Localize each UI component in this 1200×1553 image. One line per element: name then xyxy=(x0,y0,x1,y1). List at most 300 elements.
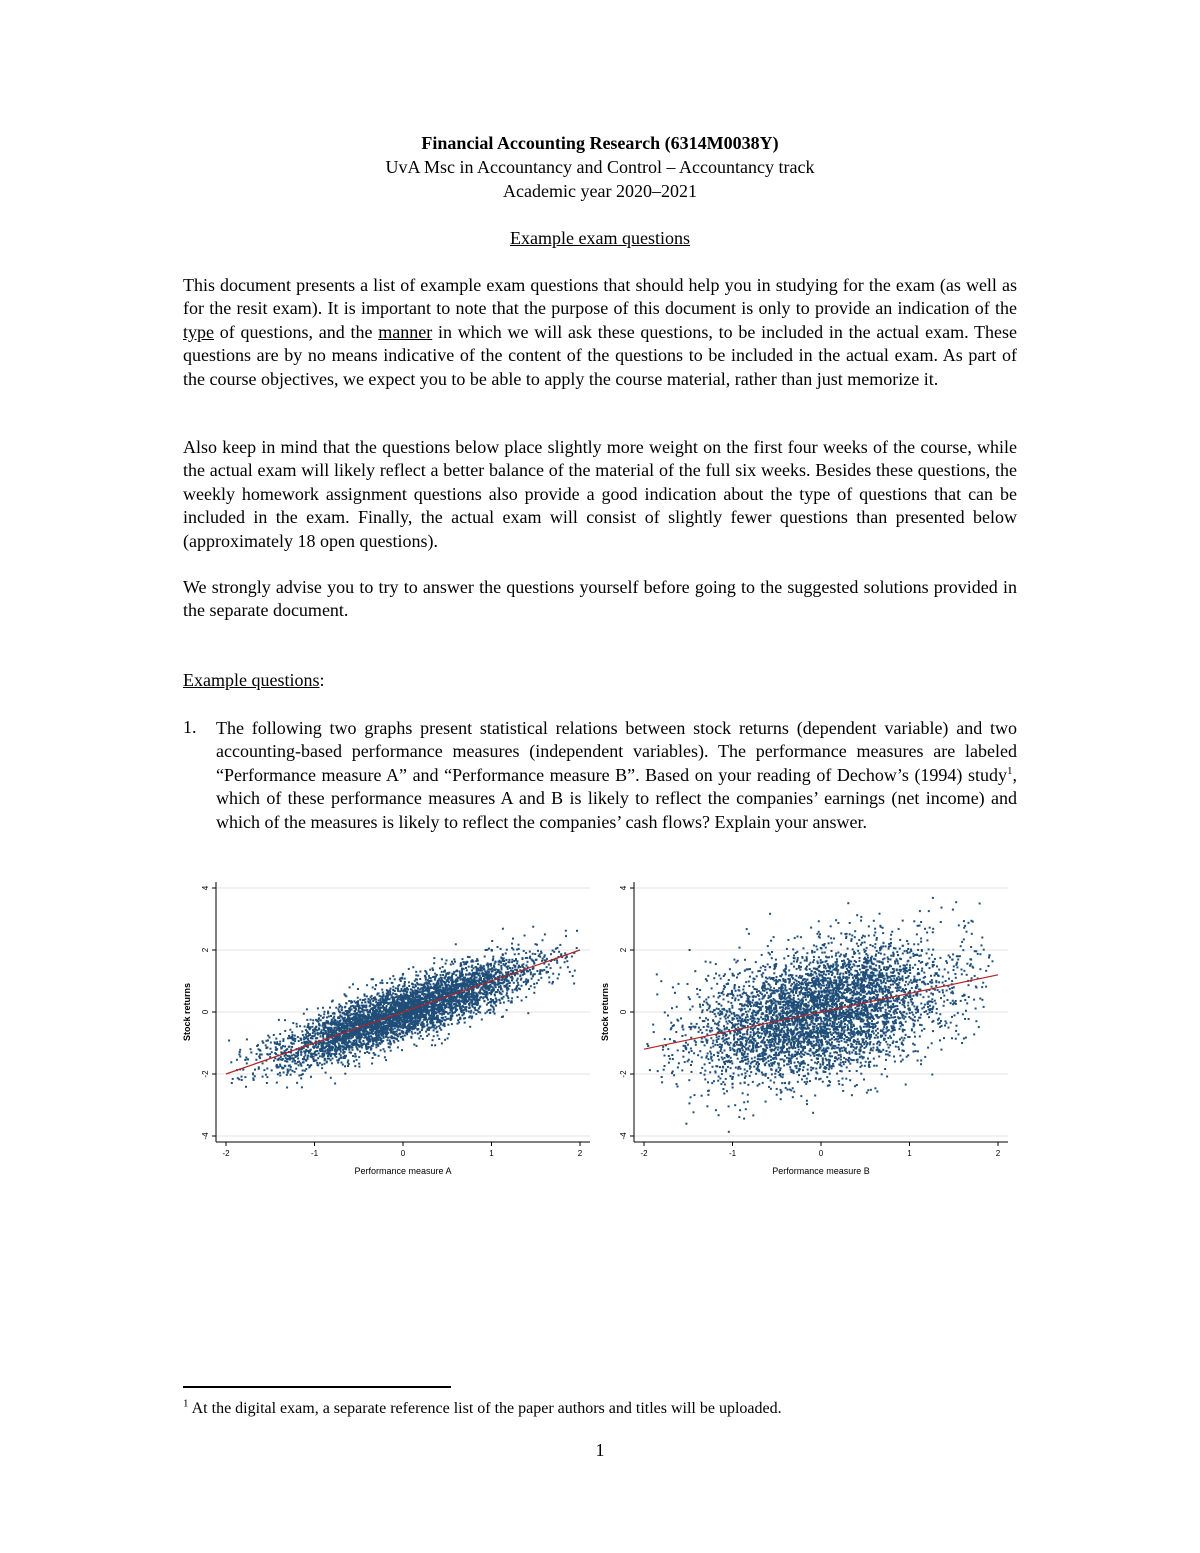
scatter-point xyxy=(307,1064,309,1066)
scatter-point xyxy=(312,1022,314,1024)
scatter-point xyxy=(525,996,527,998)
scatter-point xyxy=(347,1060,349,1062)
scatter-point xyxy=(453,958,455,960)
scatter-point xyxy=(307,1038,309,1040)
scatter-point xyxy=(435,1028,437,1030)
scatter-point xyxy=(470,1012,472,1014)
scatter-point xyxy=(524,935,526,937)
scatter-point xyxy=(351,1001,353,1003)
scatter-point xyxy=(442,987,444,989)
scatter-point xyxy=(468,980,470,982)
scatter-point xyxy=(347,1037,349,1039)
scatter-point xyxy=(406,1028,408,1030)
scatter-point xyxy=(285,1054,287,1056)
scatter-point xyxy=(334,1020,336,1022)
scatter-point xyxy=(564,961,566,963)
scatter-point xyxy=(417,1020,419,1022)
scatter-point xyxy=(488,948,490,950)
scatter-point xyxy=(372,1028,374,1030)
scatter-point xyxy=(485,973,487,975)
scatter-point xyxy=(537,950,539,952)
scatter-point xyxy=(560,967,562,969)
scatter-point xyxy=(471,1017,473,1019)
scatter-point xyxy=(511,978,513,980)
scatter-point xyxy=(424,975,426,977)
scatter-point xyxy=(402,1039,404,1041)
course-title: Financial Accounting Research (6314M0038Y) xyxy=(421,133,779,153)
scatter-point xyxy=(344,1014,346,1016)
scatter-point xyxy=(477,960,479,962)
scatter-point xyxy=(507,980,509,982)
scatter-point xyxy=(451,1006,453,1008)
scatter-point xyxy=(331,1024,333,1026)
scatter-point xyxy=(539,969,541,971)
scatter-point xyxy=(479,999,481,1001)
scatter-point xyxy=(326,1036,328,1038)
scatter-point xyxy=(341,1062,343,1064)
scatter-point xyxy=(445,985,447,987)
scatter-point xyxy=(498,983,500,985)
scatter-point xyxy=(342,1040,344,1042)
scatter-point xyxy=(358,1066,360,1068)
scatter-point xyxy=(573,983,575,985)
scatter-point xyxy=(432,976,434,978)
scatter-point xyxy=(492,956,494,958)
scatter-point xyxy=(493,1009,495,1011)
scatter-point xyxy=(499,1002,501,1004)
scatter-point xyxy=(458,1014,460,1016)
scatter-point xyxy=(511,1000,513,1002)
scatter-point xyxy=(344,1017,346,1019)
scatter-point xyxy=(379,1043,381,1045)
scatter-point xyxy=(452,973,454,975)
scatter-point xyxy=(446,1000,448,1002)
scatter-point xyxy=(558,973,560,975)
scatter-point xyxy=(322,1025,324,1027)
scatter-point xyxy=(392,1009,394,1011)
scatter-point xyxy=(316,1062,318,1064)
scatter-point xyxy=(426,988,428,990)
scatter-point xyxy=(440,1020,442,1022)
scatter-point xyxy=(409,1026,411,1028)
scatter-point xyxy=(345,1034,347,1036)
scatter-point xyxy=(400,980,402,982)
scatter-point xyxy=(404,981,406,983)
scatter-point xyxy=(426,1024,428,1026)
scatter-point xyxy=(334,1032,336,1034)
scatter-point xyxy=(400,1023,402,1025)
scatter-point xyxy=(334,1037,336,1039)
scatter-point xyxy=(353,1000,355,1002)
scatter-point xyxy=(408,1003,410,1005)
scatter-point xyxy=(385,1059,387,1061)
scatter-point xyxy=(307,1042,309,1044)
scatter-point xyxy=(439,1007,441,1009)
scatter-point xyxy=(451,1023,453,1025)
scatter-point xyxy=(433,957,435,959)
scatter-point xyxy=(444,1019,446,1021)
scatter-point xyxy=(470,982,472,984)
scatter-point xyxy=(298,1040,300,1042)
scatter-point xyxy=(500,948,502,950)
scatter-point xyxy=(486,1004,488,1006)
scatter-point xyxy=(292,1022,294,1024)
scatter-point xyxy=(323,1047,325,1049)
scatter-point xyxy=(391,1037,393,1039)
scatter-point xyxy=(408,1000,410,1002)
intro-paragraph-1: This document presents a list of example exam questions that should help you in studying for the exam (as well as for the resit exam). It is important to note that the purpose of this document is only to provide an indication of the type of questions, and the manner in which we will ask these questions, to be included in the actual exam. These questions are by no means indicative of the content of the questions to be included in the actual exam. As part of the course objectives, we expect you to be able to apply the course material, rather than just memorize it. xyxy=(183,275,1017,389)
scatter-point xyxy=(428,975,430,977)
scatter-point xyxy=(383,1048,385,1050)
scatter-point xyxy=(351,1009,353,1011)
scatter-point xyxy=(567,966,569,968)
scatter-point xyxy=(332,1013,334,1015)
scatter-point xyxy=(448,1033,450,1035)
scatter-point xyxy=(307,1058,309,1060)
scatter-point xyxy=(353,1006,355,1008)
scatter-point xyxy=(317,1057,319,1059)
scatter-point xyxy=(431,1026,433,1028)
scatter-point xyxy=(367,1037,369,1039)
scatter-point xyxy=(359,1017,361,1019)
scatter-point xyxy=(293,1043,295,1045)
scatter-point xyxy=(426,1028,428,1030)
scatter-point xyxy=(433,987,435,989)
scatter-point xyxy=(374,1005,376,1007)
scatter-point xyxy=(297,1058,299,1060)
scatter-point xyxy=(466,1001,468,1003)
scatter-point xyxy=(487,968,489,970)
scatter-point xyxy=(356,1047,358,1049)
scatter-point xyxy=(305,1034,307,1036)
scatter-point xyxy=(244,1059,246,1061)
scatter-point xyxy=(428,1033,430,1035)
scatter-point xyxy=(335,1007,337,1009)
scatter-point xyxy=(373,1052,375,1054)
scatter-point xyxy=(353,1040,355,1042)
scatter-point xyxy=(324,1058,326,1060)
scatter-point xyxy=(401,996,403,998)
scatter-point xyxy=(406,1020,408,1022)
scatter-point xyxy=(321,1041,323,1043)
scatter-point xyxy=(403,993,405,995)
scatter-point xyxy=(296,1082,298,1084)
scatter-point xyxy=(375,984,377,986)
scatter-point xyxy=(418,991,420,993)
scatter-point xyxy=(544,954,546,956)
scatter-point xyxy=(236,1059,238,1061)
scatter-point xyxy=(533,983,535,985)
scatter-point xyxy=(416,1013,418,1015)
scatter-point xyxy=(456,985,458,987)
scatter-point xyxy=(366,1010,368,1012)
scatter-point xyxy=(536,944,538,946)
scatter-point xyxy=(417,987,419,989)
scatter-point xyxy=(520,974,522,976)
scatter-point xyxy=(284,1019,286,1021)
scatter-point xyxy=(362,1031,364,1033)
scatter-point xyxy=(271,1051,273,1053)
scatter-point xyxy=(325,1026,327,1028)
scatter-point xyxy=(339,1014,341,1016)
scatter-point xyxy=(566,956,568,958)
scatter-point xyxy=(304,1026,306,1028)
scatter-point xyxy=(314,1033,316,1035)
scatter-point xyxy=(489,977,491,979)
scatter-point xyxy=(525,952,527,954)
scatter-point xyxy=(377,1022,379,1024)
scatter-point xyxy=(318,1017,320,1019)
scatter-point xyxy=(363,999,365,1001)
scatter-point xyxy=(472,990,474,992)
y-tick-label: 4 xyxy=(201,885,210,891)
scatter-point xyxy=(512,938,514,940)
scatter-point xyxy=(517,967,519,969)
scatter-point xyxy=(523,981,525,983)
scatter-point xyxy=(292,1061,294,1063)
scatter-point xyxy=(394,1025,396,1027)
scatter-point xyxy=(494,969,496,971)
scatter-point xyxy=(355,1043,357,1045)
scatter-point xyxy=(536,959,538,961)
scatter-point xyxy=(455,1009,457,1011)
scatter-point xyxy=(353,1044,355,1046)
scatter-point xyxy=(433,983,435,985)
scatter-point xyxy=(413,997,415,999)
scatter-point xyxy=(380,1002,382,1004)
scatter-point xyxy=(385,996,387,998)
scatter-point xyxy=(483,967,485,969)
scatter-point xyxy=(410,992,412,994)
scatter-point xyxy=(341,1009,343,1011)
scatter-point xyxy=(277,1043,279,1045)
scatter-point xyxy=(379,995,381,997)
scatter-point xyxy=(282,1045,284,1047)
scatter-point xyxy=(483,1000,485,1002)
scatter-point xyxy=(416,979,418,981)
scatter-point xyxy=(376,1036,378,1038)
scatter-point xyxy=(422,990,424,992)
scatter-point xyxy=(394,1002,396,1004)
scatter-point xyxy=(359,999,361,1001)
scatter-point xyxy=(310,1056,312,1058)
scatter-point xyxy=(534,953,536,955)
scatter-point xyxy=(307,1046,309,1048)
scatter-point xyxy=(267,1054,269,1056)
scatter-point xyxy=(296,1026,298,1028)
scatter-point xyxy=(460,1018,462,1020)
scatter-point xyxy=(339,1053,341,1055)
scatter-point xyxy=(506,990,508,992)
scatter-point xyxy=(532,975,534,977)
scatter-point xyxy=(471,1000,473,1002)
scatter-point xyxy=(334,1013,336,1015)
scatter-point xyxy=(447,984,449,986)
scatter-point xyxy=(439,1027,441,1029)
scatter-point xyxy=(303,1056,305,1058)
scatter-point xyxy=(323,1016,325,1018)
scatter-point xyxy=(494,984,496,986)
scatter-point xyxy=(564,952,566,954)
scatter-point xyxy=(516,949,518,951)
scatter-point xyxy=(440,977,442,979)
scatter-point xyxy=(438,1025,440,1027)
scatter-point xyxy=(415,992,417,994)
scatter-point xyxy=(363,1012,365,1014)
scatter-point xyxy=(305,1037,307,1039)
scatter-point xyxy=(433,1035,435,1037)
scatter-point xyxy=(475,1013,477,1015)
scatter-point xyxy=(506,949,508,951)
scatter-point xyxy=(409,1013,411,1015)
scatter-point xyxy=(372,1057,374,1059)
scatter-point xyxy=(494,963,496,965)
scatter-point xyxy=(344,1022,346,1024)
scatter-point xyxy=(294,1040,296,1042)
scatter-point xyxy=(548,981,550,983)
scatter-point xyxy=(419,984,421,986)
scatter-point xyxy=(355,1009,357,1011)
scatter-point xyxy=(419,1003,421,1005)
scatter-point xyxy=(505,959,507,961)
scatter-point xyxy=(357,988,359,990)
scatter-point xyxy=(456,1015,458,1017)
scatter-point xyxy=(300,1054,302,1056)
scatter-point xyxy=(405,1006,407,1008)
scatter-point xyxy=(311,1026,313,1028)
scatter-point xyxy=(492,1011,494,1013)
scatter-point xyxy=(337,1062,339,1064)
scatter-point xyxy=(246,1062,248,1064)
scatter-point xyxy=(390,996,392,998)
scatter-point xyxy=(468,1004,470,1006)
scatter-point xyxy=(398,1025,400,1027)
scatter-point xyxy=(367,1000,369,1002)
scatter-point xyxy=(443,999,445,1001)
scatter-point xyxy=(262,1042,264,1044)
scatter-point xyxy=(366,1051,368,1053)
scatter-point xyxy=(367,1047,369,1049)
scatter-point xyxy=(269,1053,271,1055)
scatter-point xyxy=(411,1033,413,1035)
scatter-point xyxy=(291,1046,293,1048)
scatter-point xyxy=(357,1002,359,1004)
scatter-point xyxy=(553,951,555,953)
scatter-point xyxy=(542,958,544,960)
scatter-point xyxy=(245,1086,247,1088)
scatter-point xyxy=(463,963,465,965)
scatter-point xyxy=(273,1034,275,1036)
scatter-point xyxy=(418,1037,420,1039)
scatter-point xyxy=(432,1024,434,1026)
scatter-point xyxy=(367,1043,369,1045)
scatter-point xyxy=(334,1044,336,1046)
scatter-point xyxy=(344,1065,346,1067)
scatter-point xyxy=(263,1069,265,1071)
scatter-point xyxy=(455,943,457,945)
scatter-point xyxy=(448,1006,450,1008)
scatter-point xyxy=(381,980,383,982)
scatter-point xyxy=(258,1056,260,1058)
scatter-point xyxy=(401,978,403,980)
scatter-point xyxy=(497,989,499,991)
scatter-point xyxy=(377,1045,379,1047)
scatter-point xyxy=(401,1019,403,1021)
scatter-point xyxy=(290,1066,292,1068)
scatter-point xyxy=(486,991,488,993)
scatter-point xyxy=(518,944,520,946)
scatter-point xyxy=(455,1003,457,1005)
scatter-point xyxy=(462,996,464,998)
scatter-point xyxy=(408,1006,410,1008)
scatter-point xyxy=(319,1055,321,1057)
scatter-point xyxy=(389,1022,391,1024)
scatter-point xyxy=(501,1016,503,1018)
scatter-point xyxy=(438,1005,440,1007)
scatter-point xyxy=(428,980,430,982)
scatter-point xyxy=(334,1055,336,1057)
scatter-point xyxy=(232,1078,234,1080)
scatter-point xyxy=(320,1015,322,1017)
scatter-point xyxy=(349,1007,351,1009)
scatter-point xyxy=(450,979,452,981)
scatter-point xyxy=(349,1051,351,1053)
scatter-point xyxy=(393,1041,395,1043)
scatter-point xyxy=(406,992,408,994)
scatter-point xyxy=(394,1027,396,1029)
scatter-point xyxy=(321,1064,323,1066)
scatter-point xyxy=(335,1022,337,1024)
scatter-point xyxy=(462,1005,464,1007)
scatter-point xyxy=(451,1013,453,1015)
scatter-point xyxy=(349,1014,351,1016)
scatter-point xyxy=(348,1040,350,1042)
scatter-point xyxy=(507,972,509,974)
scatter-point xyxy=(432,991,434,993)
emphasis-manner: manner xyxy=(378,321,433,342)
scatter-point xyxy=(442,974,444,976)
scatter-point xyxy=(394,1023,396,1025)
scatter-point xyxy=(309,1050,311,1052)
scatter-point xyxy=(457,977,459,979)
scatter-point xyxy=(383,1025,385,1027)
scatter-point xyxy=(280,1059,282,1061)
scatter-point xyxy=(331,1001,333,1003)
y-axis-title: Stock returns xyxy=(182,982,192,1042)
scatter-point xyxy=(358,1063,360,1065)
scatter-point xyxy=(354,1053,356,1055)
scatter-point xyxy=(467,956,469,958)
scatter-point xyxy=(344,1041,346,1043)
scatter-point xyxy=(323,1029,325,1031)
scatter-point xyxy=(479,1012,481,1014)
scatter-point xyxy=(369,1009,371,1011)
scatter-point xyxy=(416,1022,418,1024)
scatter-point xyxy=(372,987,374,989)
scatter-point xyxy=(328,1041,330,1043)
scatter-point xyxy=(325,1072,327,1074)
scatter-point xyxy=(279,1072,281,1074)
scatter-point xyxy=(442,1024,444,1026)
intro-paragraph-2: Also keep in mind that the questions below place slightly more weight on the first four weeks of the course, while the actual exam will likely reflect a better balance of the material of the full six weeks. Besides these questions, the weekly homework assignment questions also provide a good indication about the type of questions that can be included in the exam. Finally, the actual exam will consist of slightly fewer questions than presented below (approximately 18 open questions). xyxy=(183,437,1017,551)
scatter-point xyxy=(401,1031,403,1033)
scatter-point xyxy=(378,1029,380,1031)
scatter-point xyxy=(422,998,424,1000)
scatter-point xyxy=(313,1035,315,1037)
scatter-point xyxy=(365,1045,367,1047)
scatter-point xyxy=(441,990,443,992)
scatter-point xyxy=(341,1042,343,1044)
